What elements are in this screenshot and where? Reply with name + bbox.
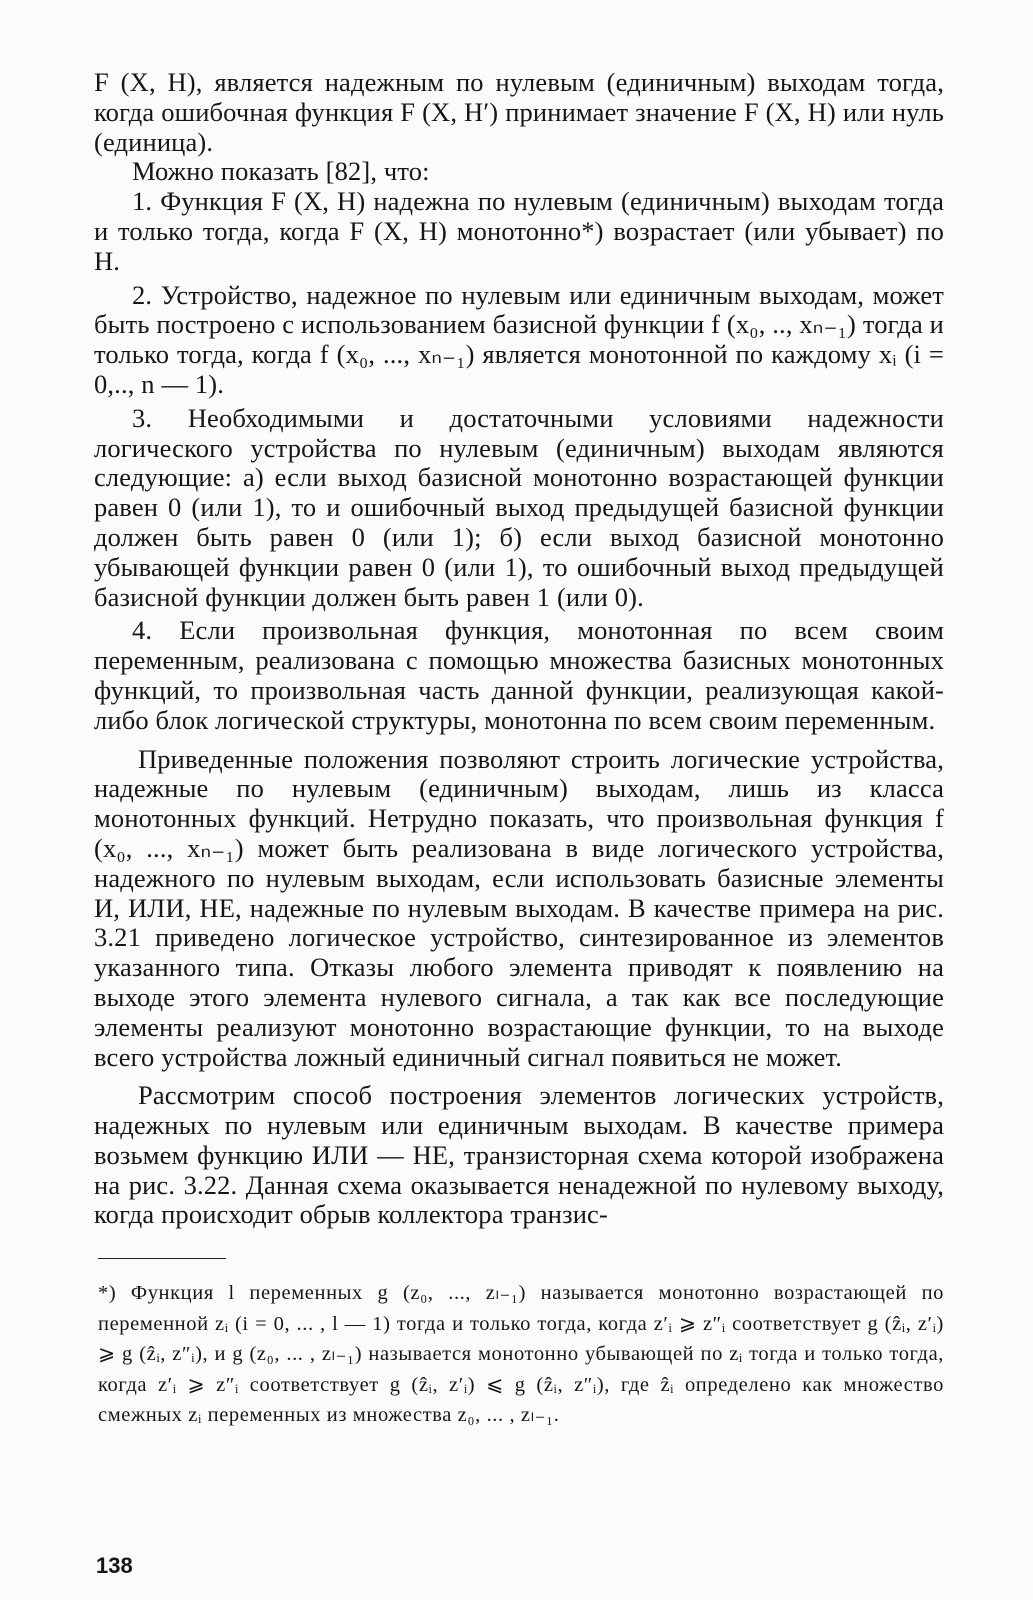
footnote-separator bbox=[98, 1258, 226, 1259]
footnote-text: *) Функция l переменных g (z₀, ..., zₗ₋₁) называется монотонно возрастающей по переменной zᵢ (i = 0, ... , l — 1) тогда и только тогда, когда z′ᵢ ⩾ z″ᵢ соответствует g (ẑᵢ, z′ᵢ) ⩾ g (ẑᵢ, z″ᵢ), и g (z₀, ... , zₗ₋₁) называется монотонно убывающей по zᵢ тогда и только тогда, когда z′ᵢ ⩾ z″ᵢ соответствует g (ẑᵢ, z′ᵢ) ⩽ g (ẑᵢ, z″ᵢ), где ẑᵢ определено как множество смежных zᵢ переменных из множества z₀, ... , zₗ₋₁. bbox=[98, 1282, 944, 1426]
paragraph-provisions: Приведенные положения позволяют строить логические устройства, надежные по нулевым (единичным) выходам, лишь из класса монотонных функций. Нетрудно показать, что произвольная функция f (x₀, ..., xₙ₋₁) может быть реализована в виде логического устройства, надежного по нулевым выходам, если использовать базисные элементы И, ИЛИ, НЕ, надежные по нулевым выходам. В качестве примера на рис. 3.21 приведено логическое устройство, синтезированное из элементов указанного типа. Отказы любого элемента приводят к появлению на выходе этого элемента нулевого сигнала, а так как все последующие элементы реализуют монотонно возрастающие функции, то на выходе всего устройства ложный единичный сигнал появиться не может. bbox=[94, 743, 944, 1072]
footnote bbox=[98, 1278, 944, 1431]
paragraph-item-3: 3. Необходимыми и достаточными условиями надежности логического устройства по нулевым (единичным) выходам являются следующие: а) если выход базисной монотонно возрастающей функции равен 0 (или 1), то и ошибочный выход предыдущей базисной функции должен быть равен 0 (или 1); б) если выход базисной монотонно убывающей функции равен 0 (или 1), то ошибочный выход предыдущей базисной функции должен быть равен 1 (или 0). bbox=[94, 402, 944, 612]
paragraph-item-2: 2. Устройство, надежное по нулевым или единичным выходам, может быть построено с использованием базисной функции f (x₀, .., xₙ₋₁) тогда и только тогда, когда f (x₀, ..., xₙ₋₁) является монотонной по каждому xᵢ (i = 0,.., n — 1). bbox=[94, 279, 944, 399]
paragraph-continuation: F (X, H), является надежным по нулевым (единичным) выходам тогда, когда ошибочная функция F (X, H′) принимает значение F (X, H) или нуль (единица). bbox=[94, 67, 944, 157]
page-number: 138 bbox=[96, 1553, 133, 1578]
paragraph-item-4: 4. Если произвольная функция, монотонная по всем своим переменным, реализована с помощью множества базисных монотонных функций, то произвольная часть данной функции, реализующая какой-либо блок логической структуры, монотонна по всем своим переменным. bbox=[94, 615, 944, 735]
page-body bbox=[94, 68, 944, 1230]
paragraph-item-1: 1. Функция F (X, H) надежна по нулевым (единичным) выходам тогда и только тогда, когда F (X, H) монотонно*) возрастает (или убывает) по H. bbox=[94, 186, 944, 276]
paragraph-intro: Можно показать [82], что: bbox=[132, 156, 430, 187]
paragraph-construction: Рассмотрим способ построения элементов логических устройств, надежных по нулевым или единичным выходам. В качестве примера возьмем функцию ИЛИ — НЕ, транзисторная схема которой изображена на рис. 3.22. Данная схема оказывается ненадежной по нулевому выходу, когда происходит обрыв коллектора транзис- bbox=[94, 1080, 944, 1230]
